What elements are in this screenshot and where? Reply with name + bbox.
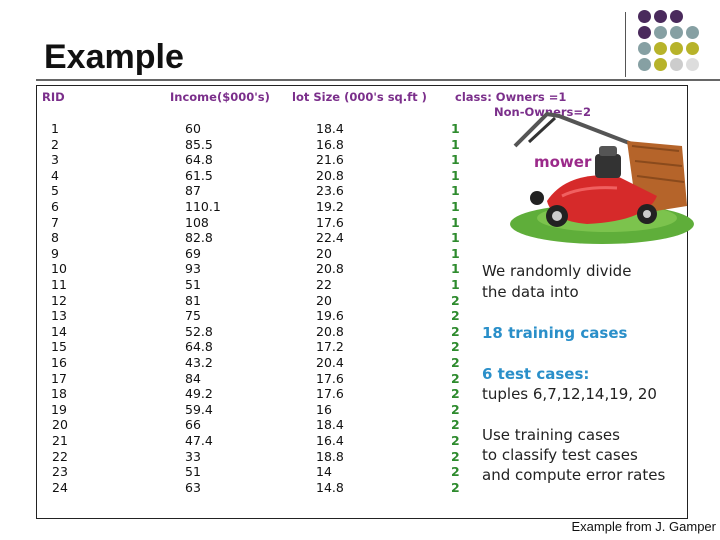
cell-income: 64.8 xyxy=(185,339,213,355)
cell-rid: 4 xyxy=(51,167,59,183)
note-test-tuples: tuples 6,7,12,14,19, 20 xyxy=(482,385,657,403)
cell-income: 64.8 xyxy=(185,152,213,168)
cell-rid: 22 xyxy=(52,448,68,464)
dot-icon xyxy=(670,42,683,55)
cell-class: 2 xyxy=(451,370,460,386)
cell-lot-size: 19.2 xyxy=(316,199,344,214)
cell-class: 2 xyxy=(451,339,460,355)
note-test-cases: 6 test cases: xyxy=(482,365,590,383)
cell-lot-size: 22.4 xyxy=(316,230,344,246)
dot-icon xyxy=(686,42,699,55)
cell-income: 85.5 xyxy=(185,136,213,152)
title-underline xyxy=(36,79,720,81)
cell-class: 2 xyxy=(451,386,460,402)
dot-icon xyxy=(686,26,699,39)
cell-class: 1 xyxy=(451,199,460,214)
cell-rid: 12 xyxy=(51,292,67,308)
dot-icon xyxy=(654,26,667,39)
cell-income: 82.8 xyxy=(185,230,213,246)
dot-icon xyxy=(638,10,651,23)
cell-income: 110.1 xyxy=(185,199,221,214)
cell-class: 1 xyxy=(451,152,460,168)
dot-icon xyxy=(638,42,651,55)
cell-lot-size: 17.6 xyxy=(316,386,344,402)
note-divide-line1: We randomly divide xyxy=(482,262,632,280)
cell-class: 2 xyxy=(451,464,460,480)
cell-rid: 6 xyxy=(51,199,59,214)
cell-lot-size: 14.8 xyxy=(316,479,344,495)
cell-lot-size: 19.6 xyxy=(316,308,344,324)
source-credit: Example from J. Gamper xyxy=(571,519,716,534)
cell-income: 43.2 xyxy=(185,355,213,370)
cell-lot-size: 16.4 xyxy=(316,433,344,448)
cell-rid: 8 xyxy=(51,230,59,246)
lawn-mower-illustration xyxy=(507,106,697,246)
cell-lot-size: 20.8 xyxy=(316,261,344,277)
cell-class: 2 xyxy=(451,292,460,308)
cell-lot-size: 20.8 xyxy=(316,323,344,339)
cell-lot-size: 17.6 xyxy=(316,214,344,230)
cell-income: 51 xyxy=(185,277,201,292)
cell-income: 52.8 xyxy=(185,323,213,339)
cell-income: 49.2 xyxy=(185,386,213,402)
cell-rid: 3 xyxy=(51,152,59,168)
cell-income: 51 xyxy=(185,464,201,480)
dot-icon xyxy=(654,58,667,71)
cell-class: 2 xyxy=(451,355,460,370)
dot-icon xyxy=(654,10,667,23)
cell-income: 59.4 xyxy=(185,401,213,417)
cell-income: 84 xyxy=(185,370,201,386)
cell-income: 60 xyxy=(185,121,201,136)
note-use-line1: Use training cases xyxy=(482,426,620,444)
cell-lot-size: 23.6 xyxy=(316,183,344,199)
cell-lot-size: 16.8 xyxy=(316,136,344,152)
dot-icon xyxy=(670,58,683,71)
dot-icon xyxy=(670,26,683,39)
cell-class: 1 xyxy=(451,277,460,292)
cell-income: 81 xyxy=(185,292,201,308)
cell-rid: 5 xyxy=(51,183,59,199)
cell-lot-size: 14 xyxy=(316,464,332,480)
dot-icon xyxy=(686,58,699,71)
cell-lot-size: 20 xyxy=(316,245,332,261)
cell-rid: 1 xyxy=(51,121,59,136)
note-use-line2: to classify test cases xyxy=(482,446,638,464)
cell-class: 1 xyxy=(451,136,460,152)
cell-lot-size: 18.4 xyxy=(316,121,344,136)
cell-lot-size: 20 xyxy=(316,292,332,308)
cell-class: 2 xyxy=(451,401,460,417)
cell-rid: 10 xyxy=(51,261,67,277)
cell-rid: 23 xyxy=(52,464,68,480)
cell-rid: 19 xyxy=(51,401,67,417)
cell-lot-size: 17.6 xyxy=(316,370,344,386)
slide-title: Example xyxy=(44,38,184,76)
header-class: class: Owners =1 xyxy=(455,90,567,104)
dot-icon xyxy=(670,10,683,23)
cell-lot-size: 20.8 xyxy=(316,167,344,183)
mower-label: mower xyxy=(534,153,592,171)
dot-icon xyxy=(638,26,651,39)
title-divider-line xyxy=(625,12,626,77)
cell-class: 1 xyxy=(451,121,460,136)
cell-income: 33 xyxy=(185,448,201,464)
cell-rid: 17 xyxy=(51,370,67,386)
cell-rid: 21 xyxy=(52,433,68,448)
cell-class: 1 xyxy=(451,167,460,183)
cell-income: 93 xyxy=(185,261,201,277)
cell-rid: 14 xyxy=(51,323,67,339)
cell-lot-size: 17.2 xyxy=(316,339,344,355)
cell-income: 75 xyxy=(185,308,201,324)
cell-lot-size: 16 xyxy=(316,401,332,417)
cell-rid: 18 xyxy=(51,386,67,402)
cell-lot-size: 20.4 xyxy=(316,355,344,370)
cell-lot-size: 18.8 xyxy=(316,448,344,464)
cell-class: 2 xyxy=(451,448,460,464)
cell-rid: 16 xyxy=(51,355,67,370)
cell-income: 47.4 xyxy=(185,433,213,448)
header-lot-size: lot Size (000's sq.ft ) xyxy=(292,90,427,104)
header-income: Income($000's) xyxy=(170,90,270,104)
cell-class: 2 xyxy=(451,323,460,339)
cell-rid: 13 xyxy=(51,308,67,324)
cell-rid: 11 xyxy=(51,277,67,292)
example-panel xyxy=(36,85,688,519)
dot-icon xyxy=(638,58,651,71)
note-use-line3: and compute error rates xyxy=(482,466,666,484)
cell-rid: 2 xyxy=(51,136,59,152)
cell-income: 66 xyxy=(185,417,201,433)
header-class-nonowners: Non-Owners=2 xyxy=(494,105,592,119)
cell-rid: 15 xyxy=(51,339,67,355)
cell-income: 63 xyxy=(185,479,201,495)
note-divide-line2: the data into xyxy=(482,283,579,301)
cell-rid: 20 xyxy=(52,417,68,433)
cell-lot-size: 18.4 xyxy=(316,417,344,433)
note-training-cases: 18 training cases xyxy=(482,324,628,342)
cell-income: 61.5 xyxy=(185,167,213,183)
cell-income: 69 xyxy=(185,245,201,261)
cell-rid: 9 xyxy=(51,245,59,261)
cell-class: 1 xyxy=(451,245,460,261)
cell-income: 108 xyxy=(185,214,209,230)
dot-icon xyxy=(654,42,667,55)
cell-class: 2 xyxy=(451,479,460,495)
cell-class: 1 xyxy=(451,230,460,246)
cell-lot-size: 21.6 xyxy=(316,152,344,168)
cell-class: 1 xyxy=(451,183,460,199)
cell-class: 1 xyxy=(451,214,460,230)
cell-class: 2 xyxy=(451,417,460,433)
cell-income: 87 xyxy=(185,183,201,199)
cell-rid: 24 xyxy=(52,479,68,495)
cell-class: 2 xyxy=(451,308,460,324)
cell-rid: 7 xyxy=(51,214,59,230)
header-rid: RID xyxy=(42,90,65,104)
cell-lot-size: 22 xyxy=(316,277,332,292)
cell-class: 2 xyxy=(451,433,460,448)
cell-class: 1 xyxy=(451,261,460,277)
